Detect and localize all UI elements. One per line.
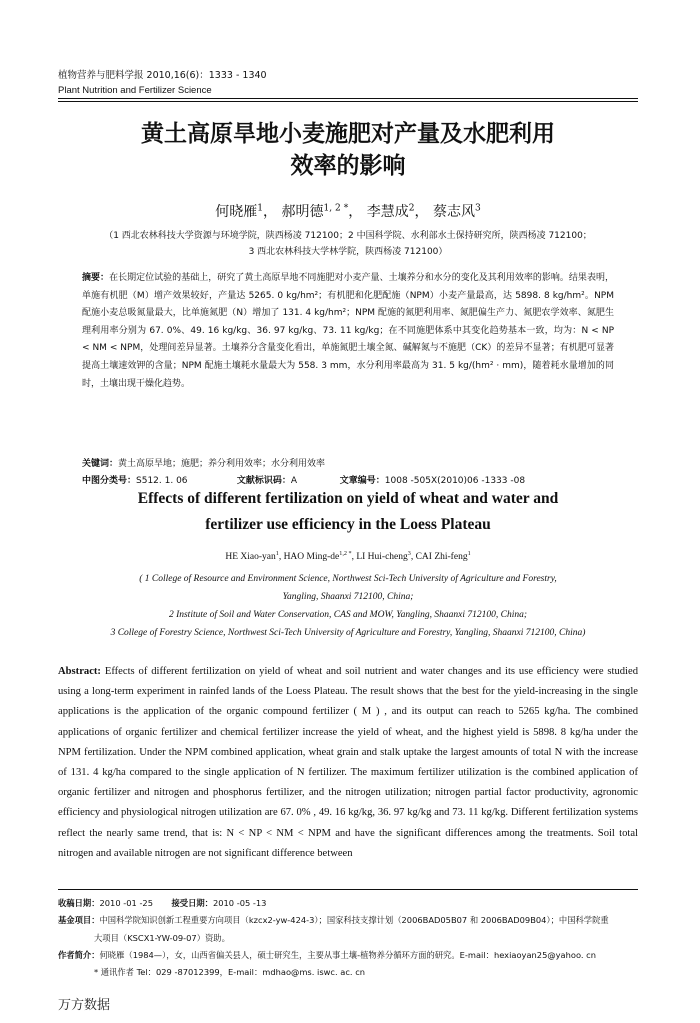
affil-cn-line1: （1 西北农林科技大学资源与环境学院，陕西杨凌 712100；2 中国科学院、水利部水土保持研究所，陕西杨凌 712100；: [104, 231, 592, 241]
footnote-author: [58, 947, 638, 964]
title-cn-line2: 效率的影响: [290, 153, 406, 179]
fund-line1: 中国科学院知识创新工程重要方向项目（kzcx2-yw-424-3）；国家科技支撑计划（2006BAD05B07 和 2006BAD09B04）；中国科学院重: [99, 915, 609, 926]
header-rule: [58, 98, 638, 102]
footnotes: [58, 895, 638, 981]
affiliations-en: [58, 570, 638, 642]
footnote-rule: [58, 889, 638, 890]
abstract-cn: [82, 270, 614, 393]
authors-cn: 何晓雁$^1$， 郝明德$^{1, 2 *}$， 李慧成$^2$， 蔡志风$^3$: [215, 203, 481, 220]
keywords-cn-label: 关键词：: [82, 459, 119, 469]
corresponding-author: * 通讯作者 Tel：029 -87012399，E-mail：mdhao@ms. iswc. ac. cn: [94, 967, 366, 978]
affiliations-cn: [58, 228, 638, 260]
title-en: [58, 486, 638, 538]
abstract-en-text: Effects of different fertilization on yield of wheat and soil nutrient and water changes and its use efficiency were studied using a long-term experiment in rainfed lands of the Loess Plateau. The result shows that the best for the yield-increasing in the single applications is the application of the organic compound fertilizer ( M ) , and its output can reach to 5265 kg/ha. The combined applications of organic fertilizer and chemical fertilizer increase the yield of wheat, and the highest yield is 5898. 8 kg/ha under the NPM fertilization. Under the NPM combined application, wheat grain and stalk uptake the largest amounts of total N with the increase of 131. 4 kg/ha compared to the single application of N fertilizer. The maximum fertilizer utilization is the combined application of organic fertilizer and nitrogen and phosphorus fertilizer, and the nitrogen utilization; nitrogen partial factor productivity, agronomic efficiency and physiological nitrogen utilization are 67. 0% , 49. 16 kg/kg, 36. 97 kg/kg and 73. 11 kg/kg. Different fertilization systems reflect the nearly same trend, that is: N < NP < NM < NPM and have the significant differences among the treatments. Soil total nitrogen and available nitrogen are not significant difference between: [58, 666, 639, 859]
affil-en-line4: 3 College of Forestry Science, Northwest Sci-Tech University of Agriculture and Forestry, Yangling, Shaanxi 712100, China): [110, 628, 586, 638]
abstract-cn-label: 摘要：: [82, 273, 110, 283]
author-cn-3: 李慧成: [366, 204, 409, 220]
doc-code-label: 文献标识码：: [236, 476, 291, 486]
abstract-en: [58, 662, 638, 864]
abstract-cn-text: 在长期定位试验的基础上，研究了黄土高原旱地不同施肥对小麦产量、土壤养分和水分的变化及其利用效率的影响。结果表明，单施有机肥（M）增产效果较好，产量达 5265. 0 kg/hm²；有机肥和化肥配施（NPM）小麦产量最高，达 5898. 8 kg/hm²。NPM 配施小麦总吸氮量最大，比单施氮肥（N）增加了 131. 4 kg/hm²；NPM 配施的氮肥利用率、氮肥偏生产力、氮肥农学效率、氮肥生理利用率分别为 67. 0%、49. 16 kg/kg、36. 97 kg/kg、73. 11 kg/kg；在不同施肥体系中其变化趋势基本一致，均为：N < NP < NM < NPM，处理间差异显著。土壤养分含量变化看出，单施氮肥土壤全氮、碱解氮与不施肥（CK）的差异不显著；有机肥可显著提高土壤速效钾的含量；NPM 配施土壤耗水量最大为 558. 3 mm，水分利用率最高为 31. 5 kg/(hm² · mm)，随着耗水量增加的同时，土壤出现干燥化趋势。: [82, 273, 614, 389]
footnote-fund: [58, 912, 638, 929]
doc-code-value: A: [290, 476, 298, 486]
author-cn-4: 蔡志风: [432, 204, 475, 220]
received-label: 收稿日期：: [58, 898, 100, 908]
author-cn-2: 郝明德: [281, 204, 324, 220]
wanfang-watermark: 万方数据: [58, 998, 111, 1013]
author-en-2: HAO Ming-de: [283, 552, 340, 562]
article-number-label: 文章编号：: [339, 476, 385, 486]
author-bio-text: 何晓雁（1984—），女，山西省偏关县人，硕士研究生，主要从事土壤-植物养分循环方面的研究。E-mail：hexiaoyan25@yahoo. cn: [99, 949, 596, 960]
author-en-1: HE Xiao-yan: [225, 552, 276, 562]
author-en-4-sup: 1: [467, 550, 471, 557]
keywords-cn-text: 黄土高原旱地；施肥；养分利用效率；水分利用效率: [118, 459, 326, 469]
accepted-label: 接受日期：: [171, 898, 213, 908]
article-number-value: 1008 -505X(2010)06 -1333 -08: [384, 476, 526, 486]
title-en-line2: fertilizer use efficiency in the Loess Plateau: [205, 516, 491, 533]
author-en-4: CAI Zhi-feng: [415, 552, 468, 562]
authors-en: HE Xiao-yan$^1$, HAO Ming-$de^{1,2 *}$, LI Hui-cheng$^3$, CAI Zhi-feng$^1$: [225, 550, 471, 562]
accepted-date: 2010 -05 -13: [212, 898, 267, 908]
affil-en-line3: 2 Institute of Soil and Water Conservation, CAS and MOW, Yangling, Shaanxi 712100, China;: [168, 610, 528, 620]
title-en-line1: Effects of different fertilization on yield of wheat and water and: [137, 490, 559, 507]
clc-label: 中图分类号：: [82, 476, 137, 486]
affil-en-line2: Yangling, Shaanxi 712100, China;: [282, 592, 414, 602]
title-cn: [58, 118, 638, 182]
author-en-1-sup: 1: [275, 550, 279, 557]
author-en-3-sup: 3: [407, 550, 411, 557]
keywords-cn: [82, 456, 614, 473]
journal-header: [58, 68, 267, 98]
author-cn-3-sup: 2: [408, 203, 415, 214]
author-cn-1: 何晓雁: [215, 204, 258, 220]
fund-line2: 大项目（KSCX1-YW-09-07）资助。: [94, 932, 230, 943]
journal-name-cn: 植物营养与肥料学报 2010,16(6)：1333 - 1340: [58, 70, 267, 81]
received-date: 2010 -01 -25: [99, 898, 153, 908]
journal-name-en: Plant Nutrition and Fertilizer Science: [58, 85, 212, 96]
author-cn-4-sup: 3: [474, 203, 481, 214]
author-cn-2-sup: 1, 2 *: [323, 203, 349, 214]
affil-en-line1: ( 1 College of Resource and Environment Science, Northwest Sci-Tech University of Agriculture and Forestry,: [139, 574, 557, 584]
abstract-en-label: Abstract:: [58, 666, 101, 677]
affil-cn-line2: 3 西北农林科技大学林学院，陕西杨凌 712100）: [248, 247, 448, 257]
author-en-2-sup: 1,2 *: [339, 550, 352, 557]
clc-value: S512. 1. 06: [136, 476, 188, 486]
fund-label: 基金项目：: [58, 915, 100, 926]
author-bio-label: 作者简介：: [58, 949, 100, 960]
author-en-3: LI Hui-cheng: [356, 552, 408, 562]
title-cn-line1: 黄土高原旱地小麦施肥对产量及水肥利用: [141, 121, 555, 147]
footnote-dates: [58, 895, 638, 912]
author-cn-1-sup: 1: [257, 203, 264, 214]
